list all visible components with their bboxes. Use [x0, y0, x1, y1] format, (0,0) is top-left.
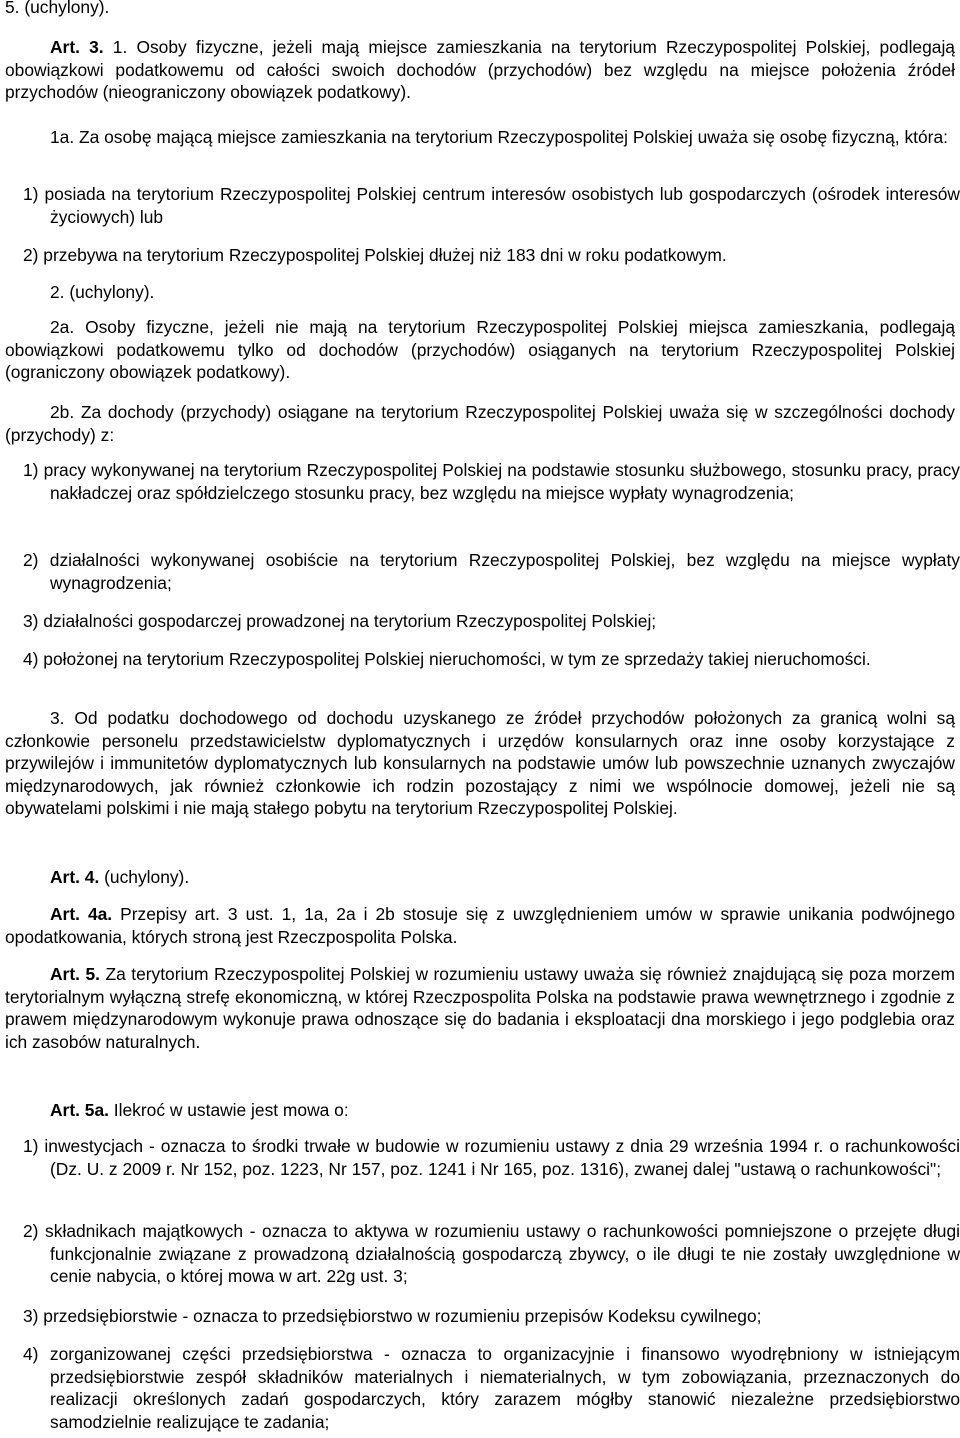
- article-heading: Art. 3.: [50, 37, 104, 57]
- paragraph: 5. (uchylony).: [5, 0, 110, 17]
- list-item: 1) inwestycjach - oznacza to środki trwałe w budowie w rozumieniu ustawy z dnia 29 września 1994 r. o rachunkowości (Dz. U. z 2009 r. Nr 152, poz. 1223, Nr 157, poz. 1241 i Nr 165, poz. 1316), zwanej dalej "ustawą o rachunkowości";: [23, 1136, 960, 1179]
- article-heading: Art. 4.: [50, 867, 100, 887]
- paragraph: 3. Od podatku dochodowego od dochodu uzyskanego ze źródeł przychodów położonych za granicą wolni są członkowie personelu przedstawicielstw dyplomatycznych i urzędów konsularnych oraz inne osoby korzystające z przywilejów i immunitetów dyplomatycznych lub konsularnych na podstawie umów lub powszechnie uznanych zwyczajów międzynarodowych, jak również członkowie ich rodzin pozostający z nimi we wspólnocie domowej, jeżeli nie są obywatelami polskimi i nie mają stałego pobytu na terytorium Rzeczypospolitej Polskiej.: [5, 708, 955, 818]
- paragraph: 1a. Za osobę mającą miejsce zamieszkania na terytorium Rzeczypospolitej Polskiej uważa się osobę fizyczną, która:: [50, 127, 948, 147]
- paragraph: 2b. Za dochody (przychody) osiągane na terytorium Rzeczypospolitej Polskiej uważa się w szczególności dochody (przychody) z:: [5, 402, 955, 445]
- list-item: 3) działalności gospodarczej prowadzonej na terytorium Rzeczypospolitej Polskiej;: [23, 611, 657, 631]
- article-heading: Art. 5a.: [50, 1100, 109, 1120]
- list-item: 4) zorganizowanej części przedsiębiorstwa - oznacza to organizacyjnie i finansowo wyodrębniony w istniejącym przedsiębiorstwie zespół składników materialnych i niematerialnych, w tym zobowiązania, przeznaczonych do realizacji określonych zadań gospodarczych, który zarazem mógłby stanowić niezależne przedsiębiorstwo samodzielnie realizujące te zadania;: [23, 1344, 960, 1432]
- list-item: 1) posiada na terytorium Rzeczypospolitej Polskiej centrum interesów osobistych lub gospodarczych (ośrodek interesów życiowych) lub: [23, 184, 960, 227]
- article-heading: Art. 4a.: [50, 904, 113, 924]
- paragraph: Art. 4. (uchylony).: [50, 867, 190, 887]
- list-item: 3) przedsiębiorstwie - oznacza to przedsiębiorstwo w rozumieniu przepisów Kodeksu cywilnego;: [23, 1306, 762, 1326]
- paragraph: Art. 4a. Przepisy art. 3 ust. 1, 1a, 2a i 2b stosuje się z uwzględnieniem umów w sprawie unikania podwójnego opodatkowania, których stroną jest Rzeczpospolita Polska.: [5, 904, 955, 947]
- list-item: 2) przebywa na terytorium Rzeczypospolitej Polskiej dłużej niż 183 dni w roku podatkowym.: [23, 245, 727, 265]
- article-heading: Art. 5.: [50, 964, 100, 984]
- list-item: 1) pracy wykonywanej na terytorium Rzeczypospolitej Polskiej na podstawie stosunku służbowego, stosunku pracy, pracy nakładczej oraz spółdzielczego stosunku pracy, bez względu na miejsce wypłaty wynagrodzenia;: [23, 460, 960, 503]
- paragraph: 2a. Osoby fizyczne, jeżeli nie mają na terytorium Rzeczypospolitej Polskiej miejsca zamieszkania, podlegają obowiązkowi podatkowemu tylko od dochodów (przychodów) osiąganych na terytorium Rzeczypospolitej Polskiej (ograniczony obowiązek podatkowy).: [5, 317, 955, 382]
- paragraph: Art. 5a. Ilekroć w ustawie jest mowa o:: [50, 1100, 349, 1120]
- paragraph: 2. (uchylony).: [50, 282, 155, 302]
- list-item: 4) położonej na terytorium Rzeczypospolitej Polskiej nieruchomości, w tym ze sprzedaży takiej nieruchomości.: [23, 649, 871, 669]
- paragraph: Art. 3. 1. Osoby fizyczne, jeżeli mają miejsce zamieszkania na terytorium Rzeczypospolitej Polskiej, podlegają obowiązkowi podatkowemu od całości swoich dochodów (przychodów) bez względu na miejsce położenia źródeł przychodów (nieograniczony obowiązek podatkowy).: [5, 37, 955, 102]
- list-item: 2) składnikach majątkowych - oznacza to aktywa w rozumieniu ustawy o rachunkowości pomniejszone o przejęte długi funkcjonalnie związane z prowadzoną działalnością gospodarczą zbywcy, o ile długi te nie zostały uwzględnione w cenie nabycia, o której mowa w art. 22g ust. 3;: [23, 1221, 960, 1286]
- list-item: 2) działalności wykonywanej osobiście na terytorium Rzeczypospolitej Polskiej, bez względu na miejsce wypłaty wynagrodzenia;: [23, 550, 960, 593]
- paragraph: Art. 5. Za terytorium Rzeczypospolitej Polskiej w rozumieniu ustawy uważa się również znajdującą się poza morzem terytorialnym wyłączną strefę ekonomiczną, w której Rzeczpospolita Polska na podstawie prawa wewnętrznego i zgodnie z prawem międzynarodowym wykonuje prawa odnoszące się do badania i eksploatacji dna morskiego i jego podglebia oraz ich zasobów naturalnych.: [5, 964, 955, 1052]
